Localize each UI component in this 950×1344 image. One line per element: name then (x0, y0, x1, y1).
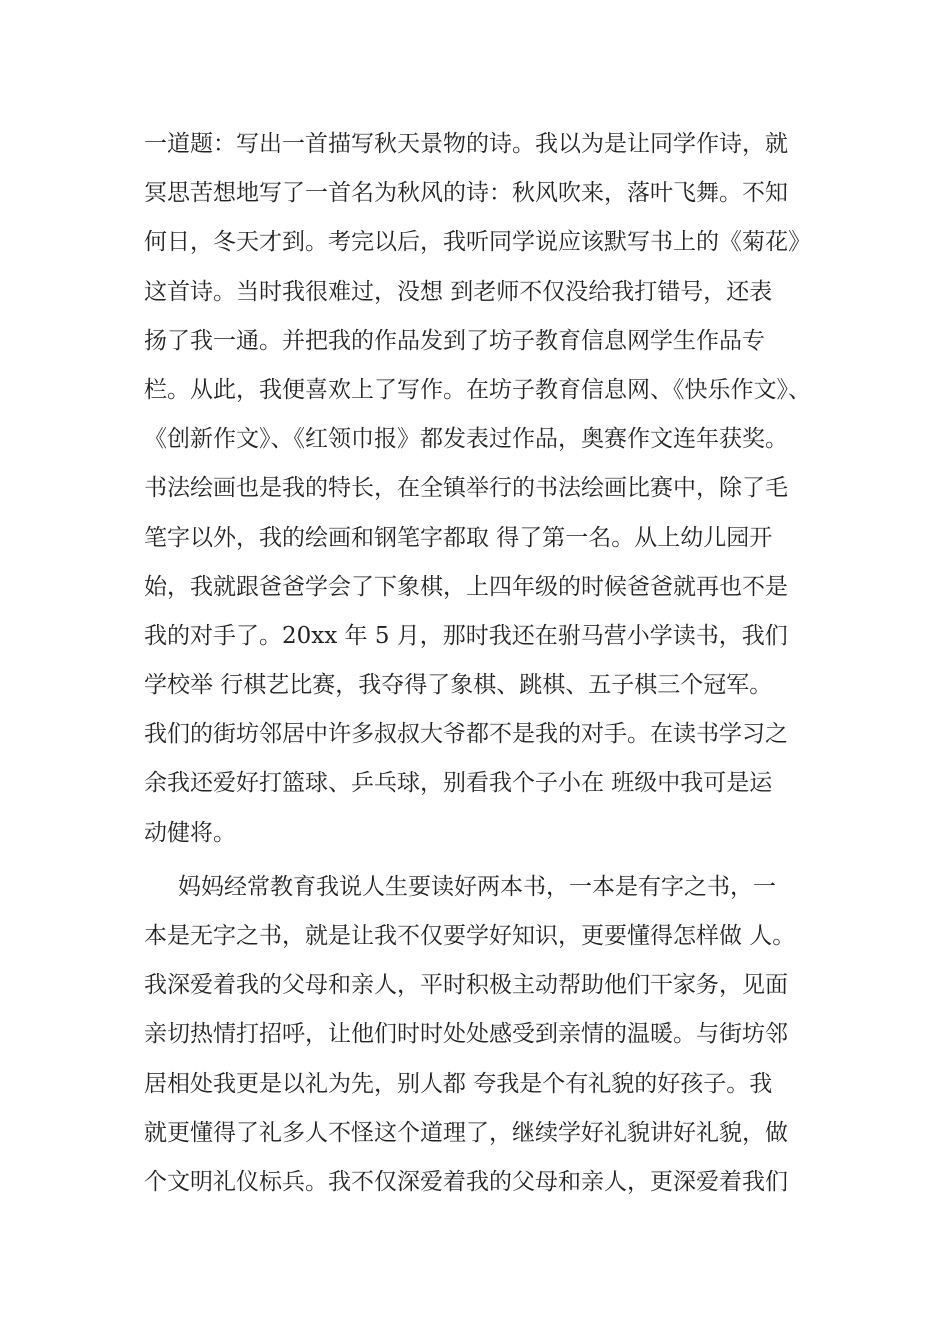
text-line: 亲切热情打招呼，让他们时时处处感受到亲情的温暖。与街坊邻 (144, 1021, 788, 1048)
text-line: 笔字以外，我的绘画和钢笔字都取 得了第一名。从上幼儿园开 (144, 524, 773, 551)
text-line: 我们的街坊邻居中许多叔叔大爷都不是我的对手。在读书学习之 (144, 721, 788, 748)
text-line: 动健将。 (144, 819, 236, 846)
text-line: 余我还爱好打篮球、乒乓球，别看我个子小在 班级中我可是运 (144, 770, 773, 797)
text-line: 学校举 行棋艺比赛，我夺得了象棋、跳棋、五子棋三个冠军。 (144, 672, 773, 699)
text-line: 扬了我一通。并把我的作品发到了坊子教育信息网学生作品专 (144, 327, 765, 354)
text-line: 栏。从此，我便喜欢上了写作。在坊子教育信息网、《快乐作文》、 (144, 376, 811, 403)
text-line: 个文明礼仪标兵。我不仅深爱着我的父母和亲人，更深爱着我们 (144, 1168, 788, 1195)
text-line: 我的对手了。20xx 年 5 月，那时我还在驸马营小学读书，我们 (144, 622, 788, 649)
text-line: 一道题：写出一首描写秋天景物的诗。我以为是让同学作诗，就 (144, 131, 788, 157)
text-line: 《创新作文》、《红领巾报》都发表过作品，奥赛作文连年获奖。 (144, 426, 788, 453)
text-line: 我深爱着我的父母和亲人，平时积极主动帮助他们干家务，见面 (144, 972, 788, 999)
paragraph-2 (144, 863, 824, 1207)
body-text (144, 120, 824, 1207)
text-line: 妈妈经常教育我说人生要读好两本书，一本是有字之书，一 (178, 873, 776, 900)
text-line: 居相处我更是以礼为先，别人都 夸我是个有礼貌的好孩子。我 (144, 1070, 773, 1097)
text-line: 本是无字之书，就是让我不仅要学好知识，更要懂得怎样做 人。 (144, 923, 796, 949)
text-line: 何日，冬天才到。考完以后，我听同学说应该默写书上的《菊花》 (144, 229, 811, 256)
text-line: 冥思苦想地写了一首名为秋风的诗：秋风吹来，落叶飞舞。不知 (144, 180, 788, 207)
text-line: 就更懂得了礼多人不怪这个道理了，继续学好礼貌讲好礼貌，做 (144, 1119, 788, 1146)
text-line: 这首诗。当时我很难过，没想 到老师不仅没给我打错号，还表 (144, 278, 773, 305)
text-line: 始，我就跟爸爸学会了下象棋，上四年级的时候爸爸就再也不是 (144, 573, 788, 600)
text-line: 书法绘画也是我的特长，在全镇举行的书法绘画比赛中，除了毛 (144, 475, 788, 502)
paragraph-1 (144, 120, 824, 858)
